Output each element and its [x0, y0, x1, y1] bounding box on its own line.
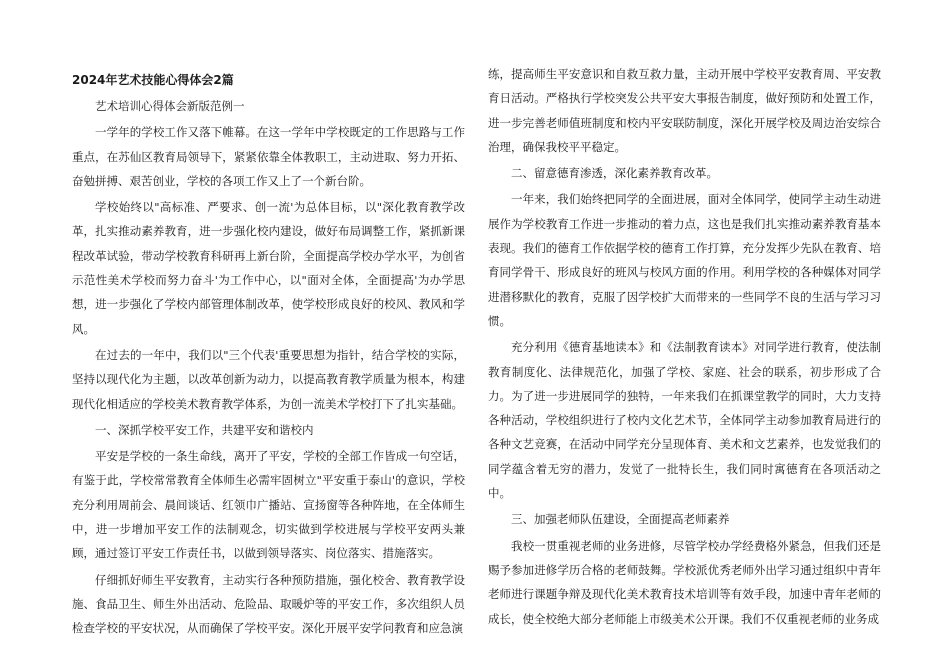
- left-column: [72, 58, 465, 643]
- paragraph: 充分利用《德育基地读本》和《法制教育读本》对同学进行教育，使法制教育制度化、法律规范化，加强了学校、家庭、社会的联系，初步形成了合力。为了进一步进展同学的独特，一年来我们在抓课堂教学的同时，大力支持各种活动，学校组织进行了校内文化艺术节，全体同学主动参加教育局进行的各种文艺竞赛，在活动中同学充分呈现体育、美术和文艺素养，也发觉我们的同学蕴含着无穷的潜力，发觉了一批特长生，我们同时寓德育在各项活动之中。: [488, 340, 881, 501]
- paragraph: 一学年的学校工作又落下帷幕。在这一学年中学校既定的工作思路与工作重点，在苏仙区教育局领导下，紧紧依靠全体教职工，主动进取、努力开拓、奋勉拼搏、艰苦创业，学校的各项工作又上了一个新台阶。: [72, 125, 465, 188]
- section-heading: 二、留意德育渗透，深化素养教育改革。: [511, 166, 718, 181]
- document-title: 2024年艺术技能心得体会2篇: [72, 73, 234, 87]
- paragraph: 仔细抓好师生平安教育，主动实行各种预防措施，强化校舍、教育教学设施、食品卫生、师生外出活动、危险品、取暖炉等的平安工作，多次组织人员检查学校的平安状况，从而确保了学校平安。深化开展平安学问教育和应急演: [72, 572, 465, 636]
- paragraph: 我校一贯重视老师的业务进修，尽管学校办学经费格外紧急，但我们还是赐予参加进修学历合格的老师鼓舞。学校派优秀老师外出学习通过组织中青年老师进行课题争辩及现代化美术教育技术培训等有效手段，加速中青年老师的成长，使全校绝大部分老师能上市级美术公开课。我们不仅重视老师的业务成: [488, 538, 881, 626]
- section-heading: 一、深抓学校平安工作，共建平安和谐校内: [95, 422, 314, 437]
- paragraph: 在过去的一年中，我们以"三个代表'重要思想为指针，结合学校的实际，坚持以现代化为主题，以改革创新为动力，以提高教育教学质量为根本，构建现代化相适应的学校美术教育教学体系，为创一流美术学校打下了扎实基础。: [72, 347, 465, 411]
- right-column: [488, 62, 881, 633]
- document-subtitle: 艺术培训心得体会新版范例一: [95, 99, 245, 113]
- section-heading: 三、加强老师队伍建设，全面提高老师素养: [511, 512, 730, 527]
- paragraph: 平安是学校的一条生命线，离开了平安，学校的全部工作皆成一句空话，有鉴于此，学校常常教育全体师生必需牢固树立"平安重于泰山'的意识，学校充分利用周前会、晨间谈话、红领巾广播站、宣扬窗等各种阵地，在全体师生中，进一步增加平安工作的法制观念，切实做到学校进展与学校平安两头兼顾，通过签订平安工作责任书，以做到领导落实、岗位落实、措施落实。: [72, 449, 465, 561]
- paragraph: 练，提高师生平安意识和自救互救力量，主动开展中学校平安教育周、平安教育日活动。严格执行学校突发公共平安大事报告制度，做好预防和处置工作，进一步完善老师值班制度和校内平安联防制度，深化开展学校及周边治安综合治理，确保我校平平稳定。: [488, 67, 881, 154]
- paragraph: 一年来，我们始终把同学的全面进展，面对全体同学，使同学主动生动进展作为学校教育工作进一步推动的着力点，这也是我们扎实推动素养教育基本表现。我们的德育工作依据学校的德育工作打算，充分发挥少先队在教育、培育同学骨干、形成良好的班风与校风方面的作用。利用学校的各种媒体对同学进潜移默化的教育，克服了因学校扩大而带来的一些同学不良的生活与学习习惯。: [488, 192, 881, 328]
- paragraph: 学校始终以"高标准、严要求、创一流'为总体目标，以"深化教育教学改革，扎实推动素养教育，进一步强化校内建设，做好布局调整工作，紧抓新课程改革试验，带动学校教育科研再上新台阶，全面提高学校办学水平，为创省示范性美术学校而努力奋斗'为工作中心，以"面对全体，全面提高'为办学思想，进一步强化了学校内部管理体制改革，使学校形成良好的校风、教风和学风。: [72, 200, 465, 336]
